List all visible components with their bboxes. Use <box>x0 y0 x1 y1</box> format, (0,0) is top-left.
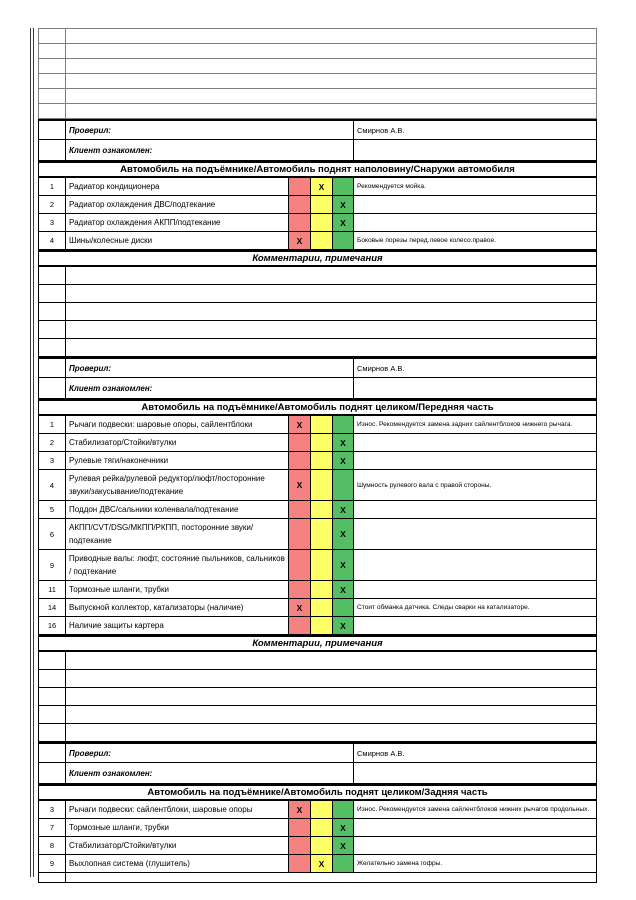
status-cell-green <box>333 452 354 469</box>
row-number-cell <box>39 763 66 783</box>
empty-cell <box>66 29 72 43</box>
row-number-cell <box>39 285 66 302</box>
status-cell-green <box>333 581 354 598</box>
status-cell-green <box>333 801 354 818</box>
checked-by-value: Смирнов А.В. <box>357 125 405 135</box>
status-cell-red <box>289 416 311 433</box>
row-number-cell: 7 <box>39 819 66 836</box>
table-row <box>38 214 597 232</box>
status-x-mark: X <box>296 602 303 613</box>
table-row <box>38 452 597 470</box>
status-cell-green <box>333 819 354 836</box>
status-cell-green <box>333 599 354 616</box>
status-cell-red <box>289 581 311 598</box>
comment-empty-row <box>38 706 597 724</box>
empty-row <box>38 74 597 89</box>
comment-empty-row <box>38 285 597 303</box>
comment-cell <box>354 550 596 580</box>
comment-empty-row <box>38 321 597 339</box>
empty-row <box>38 59 597 74</box>
client-informed-row <box>38 140 597 161</box>
status-cell-green <box>333 232 354 249</box>
row-number-cell: 9 <box>39 855 66 872</box>
status-cell-red <box>289 801 311 818</box>
table-bottom-row <box>38 873 597 883</box>
status-cell-yellow <box>311 855 333 872</box>
empty-cell <box>66 724 72 741</box>
row-number-cell: 11 <box>39 581 66 598</box>
status-x-mark: X <box>296 235 303 246</box>
empty-cell <box>66 670 72 687</box>
status-cell-yellow <box>311 801 333 818</box>
status-cell-green <box>333 416 354 433</box>
row-number-cell <box>39 89 66 103</box>
empty-cell <box>66 873 72 882</box>
item-label: Шины/колесные диски <box>66 232 289 249</box>
status-x-mark: X <box>340 822 346 833</box>
client-informed-label: Клиент ознакомлен: <box>66 763 354 783</box>
status-cell-yellow <box>311 196 333 213</box>
comment-cell: Шумность рулевого вала с правой стороны. <box>357 481 492 489</box>
table-row <box>38 178 597 196</box>
status-cell-red <box>289 855 311 872</box>
row-number-cell: 16 <box>39 617 66 634</box>
status-x-mark: X <box>296 419 303 430</box>
status-cell-green <box>333 178 354 195</box>
empty-row <box>38 29 597 44</box>
status-cell-red <box>289 232 311 249</box>
empty-cell <box>66 321 72 338</box>
status-cell-yellow <box>311 501 333 518</box>
comment-cell: Стоит обманка датчика. Следы сварки на катализаторе. <box>357 604 530 611</box>
comment-empty-row <box>38 339 597 357</box>
comment-cell <box>354 214 596 231</box>
status-cell-red <box>289 434 311 451</box>
section-header-row <box>38 161 597 178</box>
table-row <box>38 232 597 250</box>
row-number-cell <box>39 724 66 741</box>
row-number-cell <box>39 267 66 284</box>
status-cell-yellow <box>311 819 333 836</box>
row-number-cell: 9 <box>39 550 66 580</box>
status-cell-yellow <box>311 550 333 580</box>
status-cell-red <box>289 837 311 854</box>
table-row <box>38 801 597 819</box>
item-label: АКПП/CVT/DSG/МКПП/РКПП, посторонние звуки/ подтекание <box>66 519 289 549</box>
row-number-cell: 2 <box>39 434 66 451</box>
item-label: Рулевые тяги/наконечники <box>66 452 289 469</box>
comment-cell <box>354 519 596 549</box>
table-row <box>38 599 597 617</box>
client-informed-value <box>354 140 596 160</box>
row-number-cell <box>39 44 66 58</box>
comment-cell <box>354 501 596 518</box>
empty-row <box>38 89 597 104</box>
checked-by-row <box>38 119 597 140</box>
row-number-cell <box>39 140 66 160</box>
row-number-cell <box>39 744 66 762</box>
item-label: Приводные валы: люфт, состояние пыльников, сальников / подтекание <box>66 550 289 580</box>
status-x-mark: X <box>340 584 346 595</box>
row-number-cell: 8 <box>39 837 66 854</box>
status-x-mark: X <box>318 181 325 192</box>
row-number-cell <box>39 303 66 320</box>
checked-by-value: Смирнов А.В. <box>357 363 405 373</box>
item-label: Радиатор охлаждения ДВС/подтекание <box>66 196 289 213</box>
status-x-mark: X <box>340 437 346 448</box>
status-cell-red <box>289 819 311 836</box>
empty-cell <box>66 339 72 356</box>
empty-cell <box>66 303 72 320</box>
checklist-table <box>38 28 597 883</box>
checked-by-label: Проверил: <box>66 359 354 377</box>
item-label: Рулевая рейка/рулевой редуктор/люфт/посторонние звуки/закусывание/подтекание <box>66 470 289 500</box>
status-x-mark: X <box>340 840 346 851</box>
comment-cell: Желательно замена гофры. <box>357 860 443 867</box>
status-cell-green <box>333 214 354 231</box>
row-number-cell <box>39 339 66 356</box>
table-row <box>38 434 597 452</box>
section-header-row <box>38 784 597 801</box>
row-number-cell: 4 <box>39 232 66 249</box>
item-label: Выпускной коллектор, катализаторы (наличие) <box>66 599 289 616</box>
status-x-mark: X <box>340 455 346 466</box>
status-cell-yellow <box>311 837 333 854</box>
status-cell-green <box>333 550 354 580</box>
status-cell-green <box>333 196 354 213</box>
status-cell-yellow <box>311 214 333 231</box>
empty-cell <box>66 74 72 88</box>
comments-header-title: Комментарии, примечания <box>252 638 383 649</box>
comment-cell: Рекомендуется мойка. <box>357 183 426 190</box>
status-cell-yellow <box>311 581 333 598</box>
item-label: Рычаги подвески: сайлентблоки, шаровые опоры <box>66 801 289 818</box>
row-number-cell <box>39 104 66 118</box>
table-row <box>38 470 597 501</box>
row-number-cell: 5 <box>39 501 66 518</box>
item-label: Рычаги подвески: шаровые опоры, сайлентблоки <box>66 416 289 433</box>
status-cell-yellow <box>311 617 333 634</box>
comment-empty-row <box>38 267 597 285</box>
comment-cell: Боковые порезы перед.левое колесо.правое. <box>357 237 496 244</box>
status-cell-red <box>289 599 311 616</box>
empty-cell <box>66 688 72 705</box>
item-label: Тормозные шланги, трубки <box>66 581 289 598</box>
status-x-mark: X <box>340 620 346 631</box>
section-title: Автомобиль на подъёмнике/Автомобиль поднят целиком/Передняя часть <box>141 402 494 413</box>
status-cell-red <box>289 550 311 580</box>
client-informed-value <box>354 378 596 398</box>
table-row <box>38 501 597 519</box>
empty-cell <box>66 652 72 669</box>
status-cell-green <box>333 434 354 451</box>
status-cell-red <box>289 178 311 195</box>
empty-cell <box>66 267 72 284</box>
row-number-cell: 2 <box>39 196 66 213</box>
empty-cell <box>66 59 72 73</box>
row-number-cell <box>39 688 66 705</box>
status-cell-red <box>289 452 311 469</box>
row-number-cell: 3 <box>39 452 66 469</box>
status-cell-yellow <box>311 434 333 451</box>
comment-cell <box>354 617 596 634</box>
table-row <box>38 617 597 635</box>
row-number-cell <box>39 29 66 43</box>
table-row <box>38 855 597 873</box>
row-number-cell: 1 <box>39 178 66 195</box>
table-row <box>38 416 597 434</box>
checked-by-label: Проверил: <box>66 121 354 139</box>
status-cell-green <box>333 617 354 634</box>
comment-cell: Износ. Рекомендуется замена сайлентблоков нижних рычагов продольных. <box>357 806 590 813</box>
item-label: Наличие защиты картера <box>66 617 289 634</box>
client-informed-label: Клиент ознакомлен: <box>66 378 354 398</box>
section-title: Автомобиль на подъёмнике/Автомобиль поднят целиком/Задняя часть <box>147 787 488 798</box>
status-cell-red <box>289 519 311 549</box>
left-margin-rule <box>30 28 31 877</box>
status-x-mark: X <box>340 529 346 539</box>
comment-empty-row <box>38 688 597 706</box>
comment-empty-row <box>38 652 597 670</box>
empty-cell <box>66 44 72 58</box>
row-number-cell <box>39 121 66 139</box>
comment-cell <box>354 196 596 213</box>
comment-empty-row <box>38 724 597 742</box>
empty-cell <box>66 89 72 103</box>
status-cell-yellow <box>311 519 333 549</box>
comment-cell <box>354 819 596 836</box>
empty-cell <box>66 104 72 118</box>
comment-cell <box>354 452 596 469</box>
item-label: Выхлопная система (глушитель) <box>66 855 289 872</box>
status-cell-yellow <box>311 178 333 195</box>
row-number-cell <box>39 74 66 88</box>
row-number-cell <box>39 321 66 338</box>
checked-by-row <box>38 742 597 763</box>
status-x-mark: X <box>296 480 303 490</box>
left-margin-rule-inner <box>33 28 34 877</box>
client-informed-label: Клиент ознакомлен: <box>66 140 354 160</box>
client-informed-row <box>38 763 597 784</box>
status-cell-yellow <box>311 470 333 500</box>
row-number-cell <box>39 873 66 882</box>
row-number-cell: 3 <box>39 214 66 231</box>
section-title: Автомобиль на подъёмнике/Автомобиль поднят наполовину/Снаружи автомобиля <box>120 164 515 175</box>
row-number-cell: 1 <box>39 416 66 433</box>
comment-empty-row <box>38 670 597 688</box>
status-x-mark: X <box>296 804 303 815</box>
item-label: Радиатор охлаждения АКПП/подтекание <box>66 214 289 231</box>
row-number-cell: 14 <box>39 599 66 616</box>
table-row <box>38 581 597 599</box>
row-number-cell: 6 <box>39 519 66 549</box>
comment-empty-row <box>38 303 597 321</box>
item-label: Стабилизатор/Стойки/втулки <box>66 837 289 854</box>
row-number-cell <box>39 652 66 669</box>
status-x-mark: X <box>318 858 325 869</box>
item-label: Радиатор кондиционера <box>66 178 289 195</box>
status-cell-red <box>289 617 311 634</box>
table-row <box>38 519 597 550</box>
status-x-mark: X <box>340 217 346 228</box>
table-row <box>38 550 597 581</box>
section-header-row <box>38 399 597 416</box>
checked-by-row <box>38 357 597 378</box>
comments-header-row <box>38 250 597 267</box>
table-row <box>38 837 597 855</box>
empty-row <box>38 44 597 59</box>
row-number-cell <box>39 670 66 687</box>
status-cell-yellow <box>311 599 333 616</box>
status-x-mark: X <box>340 504 346 515</box>
status-x-mark: X <box>340 560 346 570</box>
status-cell-yellow <box>311 232 333 249</box>
row-number-cell <box>39 359 66 377</box>
status-cell-yellow <box>311 416 333 433</box>
client-informed-row <box>38 378 597 399</box>
row-number-cell: 3 <box>39 801 66 818</box>
comment-cell <box>354 434 596 451</box>
table-row <box>38 196 597 214</box>
row-number-cell <box>39 706 66 723</box>
status-cell-green <box>333 470 354 500</box>
item-label: Тормозные шланги, трубки <box>66 819 289 836</box>
status-cell-green <box>333 837 354 854</box>
empty-cell <box>66 285 72 302</box>
comment-cell <box>354 837 596 854</box>
table-row <box>38 819 597 837</box>
checked-by-value: Смирнов А.В. <box>357 748 405 758</box>
comment-cell: Износ. Рекомендуется замена задних сайлентблоков нижнего рычага. <box>357 421 573 428</box>
status-cell-red <box>289 501 311 518</box>
comments-header-title: Комментарии, примечания <box>252 253 383 264</box>
empty-row <box>38 104 597 119</box>
status-cell-red <box>289 196 311 213</box>
status-cell-red <box>289 214 311 231</box>
status-cell-red <box>289 470 311 500</box>
status-cell-green <box>333 855 354 872</box>
comments-header-row <box>38 635 597 652</box>
checked-by-label: Проверил: <box>66 744 354 762</box>
client-informed-value <box>354 763 596 783</box>
row-number-cell: 4 <box>39 470 66 500</box>
status-cell-green <box>333 519 354 549</box>
comment-cell <box>354 581 596 598</box>
item-label: Поддон ДВС/сальники коленвала/подтекание <box>66 501 289 518</box>
row-number-cell <box>39 59 66 73</box>
item-label: Стабилизатор/Стойки/втулки <box>66 434 289 451</box>
status-cell-green <box>333 501 354 518</box>
empty-cell <box>66 706 72 723</box>
status-x-mark: X <box>340 199 346 210</box>
row-number-cell <box>39 378 66 398</box>
status-cell-yellow <box>311 452 333 469</box>
